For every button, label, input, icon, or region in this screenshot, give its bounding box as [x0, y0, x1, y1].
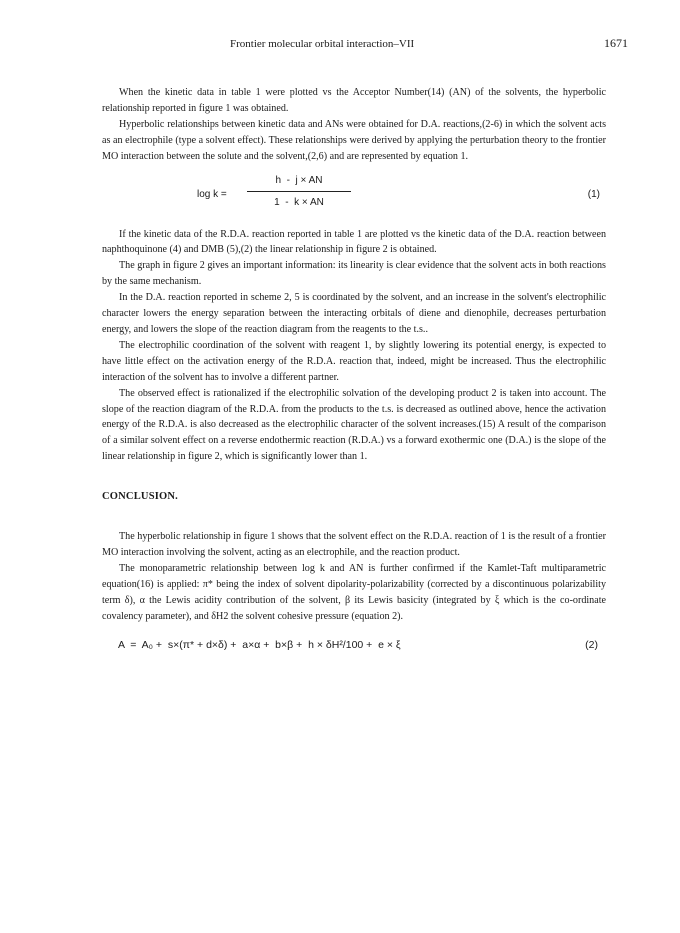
page-number: 1671 — [604, 36, 628, 50]
running-head: Frontier molecular orbital interaction–VII — [230, 38, 415, 50]
section-heading: CONCLUSION. — [102, 491, 179, 503]
equation-2 — [102, 634, 606, 658]
equation-1-number: (1) — [587, 188, 600, 200]
body-text — [102, 85, 606, 658]
paragraph: In the D.A. reaction reported in scheme 2, 5 is coordinated by the solvent, and an increase in the solvent's electrophilic character lowers the energy separation between the interacting orbitals of diene and dienophile, decreases perturbation energy, and lowers the slope of the reaction diagram from the reagents to the t.s.. — [102, 292, 606, 335]
paragraph: If the kinetic data of the R.D.A. reaction reported in table 1 are plotted vs the kinetic data of the D.A. reaction between naphthoquinone (4) and DMB (5),(2) the linear relationship in figure 2 is obtained. — [102, 228, 606, 256]
paragraph: The graph in figure 2 gives an important information: its linearity is clear evidence that the solvent acts in both reactions by the same mechanism. — [102, 260, 606, 288]
equation-1-numerator: h - j × AN — [247, 173, 351, 193]
equation-1 — [102, 173, 606, 217]
equation-1-denominator: 1 - k × AN — [274, 197, 324, 209]
equation-2-number: (2) — [585, 639, 598, 652]
paragraph: When the kinetic data in table 1 were plotted vs the Acceptor Number(14) (AN) of the solvents, the hyperbolic relationship reported in figure 1 was obtained. — [102, 87, 606, 114]
paragraph: The electrophilic coordination of the solvent with reagent 1, by slightly lowering its potential energy, is expected to have little effect on the activation energy of the R.D.A. reaction that, indeed, might be increased. Thus the electrophilic interaction of the solvent has to involve a different partner. — [102, 339, 606, 383]
paragraph: The hyperbolic relationship in figure 1 shows that the solvent effect on the R.D.A. reaction of 1 is the result of a frontier MO interaction involving the solvent, acting as an electrophile, and the reaction product. — [102, 531, 606, 558]
paragraph: The observed effect is rationalized if the electrophilic solvation of the developing product 2 is taken into account. The slope of the reaction diagram of the R.D.A. from the products to the t.s. is decreased as outlined above, hence the activation energy of the R.D.A. is also decreased as the electrophilic character of the solvent increases.(15) A result of the comparison of a similar solvent effect on a reverse endothermic reaction (R.D.A.) vs a forward exothermic one (D.A.) is the slope of the linear relationship in figure 2, which is significantly lower than 1. — [102, 387, 606, 463]
equation-2-body: A = A₀ + s×(π* + d×δ) + a×α + b×β + h × δH²/100 + e × ξ — [118, 639, 401, 652]
paragraph: The monoparametric relationship between log k and AN is further confirmed if the Kamlet-Taft multiparametric equation(16) is applied: π* being the index of solvent dipolarity-polarizability (corrected by a discontinuous polarizability term δ), α the Lewis acidity contribution of the solvent, β its Lewis basicity (integrated by ξ which is the co-ordinate covalency parameter), and δH2 the solvent cohesive pressure (equation 2). — [102, 562, 606, 622]
paragraph: Hyperbolic relationships between kinetic data and ANs were obtained for D.A. reactions,(2-6) in which the solvent acts as an electrophile (type a solvent effect). These relationships were derived by applying the perturbation theory to the frontier MO interaction between the solute and the solvent,(2,6) and are represented by equation 1. — [102, 118, 606, 162]
equation-1-fraction — [247, 173, 351, 212]
equation-1-lhs: log k = — [197, 188, 227, 200]
